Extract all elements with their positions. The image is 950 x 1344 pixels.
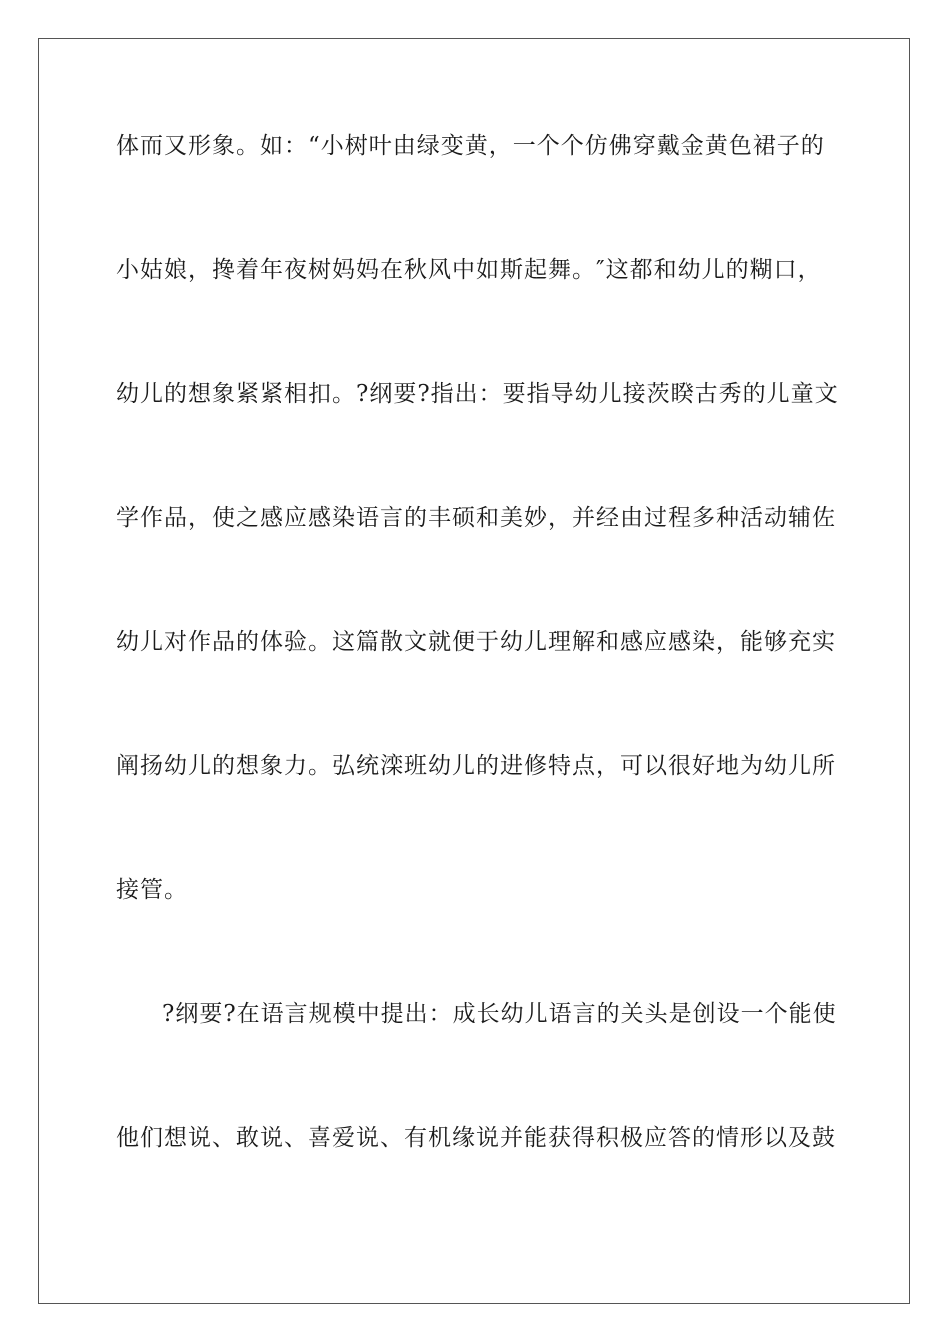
- paragraph-line-1: 体而又形象。如：“小树叶由绿变黄，一个个仿佛穿戴金黄色裙子的: [116, 133, 825, 159]
- paragraph-line-6: 阐扬幼儿的想象力。弘统滦班幼儿的进修特点，可以很好地为幼儿所: [116, 753, 836, 779]
- page-border: [38, 38, 910, 1304]
- paragraph-line-8: ?纲要?在语言规模中提出：成长幼儿语言的关头是创设一个能使: [162, 1001, 837, 1027]
- paragraph-line-7: 接管。: [116, 877, 188, 903]
- paragraph-line-3: 幼儿的想象紧紧相扣。?纲要?指出：要指导幼儿接茨睽古秀的儿童文: [116, 381, 839, 407]
- paragraph-line-2: 小姑娘，搀着年夜树妈妈在秋风中如斯起舞。″这都和幼儿的糊口，: [116, 257, 822, 283]
- paragraph-line-4: 学作品，使之感应感染语言的丰硕和美妙，并经由过程多种活动辅佐: [116, 505, 836, 531]
- paragraph-line-9: 他们想说、敢说、喜爱说、有机缘说并能获得积极应答的情形以及鼓: [116, 1125, 836, 1151]
- paragraph-line-5: 幼儿对作品的体验。这篇散文就便于幼儿理解和感应感染，能够充实: [116, 629, 836, 655]
